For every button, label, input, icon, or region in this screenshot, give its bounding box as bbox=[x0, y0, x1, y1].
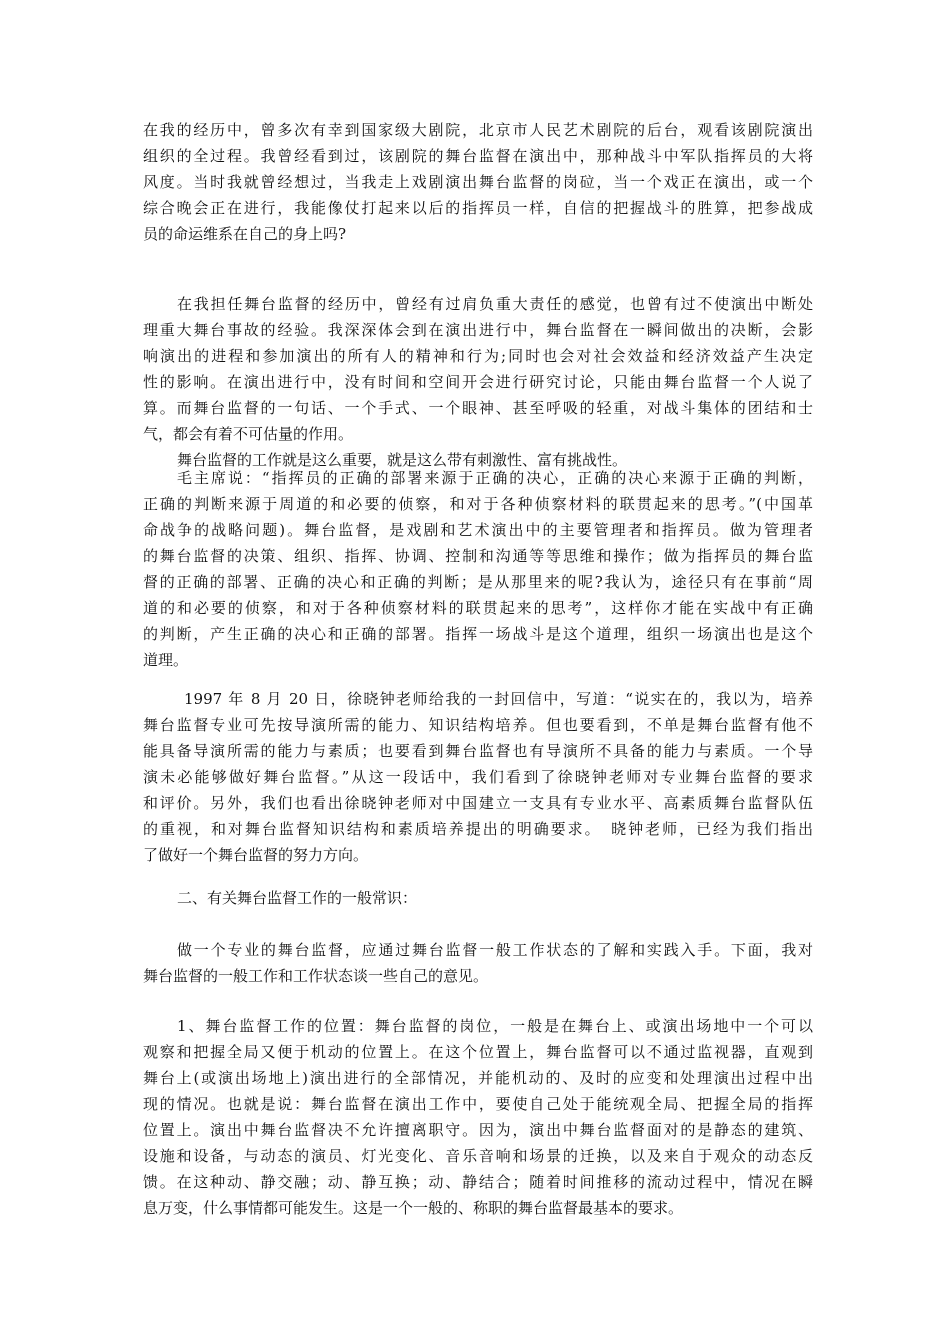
text-line: 的判断，产生正确的决心和正确的部署。指挥一场战斗是这个道理，组织一场演出也是这个 bbox=[143, 625, 813, 643]
text-line: 在我担任舞台监督的经历中，曾经有过肩负重大责任的感觉，也曾有过不使演出中断处 bbox=[177, 295, 813, 313]
text-line: 和评价。另外，我们也看出徐晓钟老师对中国建立一支具有专业水平、高素质舞台监督队伍 bbox=[143, 794, 813, 812]
text-line: 的重视，和对舞台监督知识结构和素质培养提出的明确要求。 晓钟老师，已经为我们指出 bbox=[143, 820, 813, 838]
text-line: 的舞台监督的决策、组织、指挥、协调、控制和沟通等等思维和操作；做为指挥员的舞台监 bbox=[143, 547, 813, 565]
text-line: 道的和必要的侦察，和对于各种侦察材料的联贯起来的思考”，这样你才能在实战中有正确 bbox=[143, 599, 813, 617]
paragraph-3 bbox=[143, 465, 813, 673]
text-line: 组织的全过程。我曾经看到过，该剧院的舞台监督在演出中，那种战斗中军队指挥员的大将 bbox=[143, 147, 813, 165]
paragraph-2 bbox=[143, 291, 813, 473]
text-line: 1997 年 8 月 20 日，徐晓钟老师给我的一封回信中，写道：“说实在的，我以为，培养 bbox=[184, 690, 813, 708]
text-line: 算。而舞台监督的一句话、一个手式、一个眼神、甚至呼吸的轻重，对战斗集体的团结和士 bbox=[143, 399, 813, 417]
text-line: 现的情况。也就是说：舞台监督在演出工作中，要使自己处于能统观全局、把握全局的指挥 bbox=[143, 1095, 813, 1113]
text-line: 员的命运维系在自己的身上吗? bbox=[143, 225, 347, 243]
paragraph-1 bbox=[143, 117, 813, 247]
text-line: 二、有关舞台监督工作的一般常识： bbox=[177, 889, 418, 907]
text-line: 督的正确的部署、正确的决心和正确的判断；是从那里来的呢?我认为，途径只有在事前“周 bbox=[143, 573, 813, 591]
text-line: 性的影响。在演出进行中，没有时间和空间开会进行研究讨论，只能由舞台监督一个人说了 bbox=[143, 373, 813, 391]
text-line: 响演出的进程和参加演出的所有人的精神和行为;同时也会对社会效益和经济效益产生决定 bbox=[143, 347, 813, 365]
text-line: 1、舞台监督工作的位置：舞台监督的岗位，一般是在舞台上、或演出场地中一个可以 bbox=[177, 1017, 813, 1035]
text-line: 气，都会有着不可估量的作用。 bbox=[143, 425, 354, 443]
text-line: 了做好一个舞台监督的努力方向。 bbox=[143, 846, 369, 864]
text-line: 舞台监督的工作就是这么重要，就是这么带有刺激性、富有挑战性。 bbox=[177, 451, 628, 469]
text-line: 观察和把握全局又便于机动的位置上。在这个位置上，舞台监督可以不通过监视器，直观到 bbox=[143, 1043, 813, 1061]
paragraph-4 bbox=[143, 686, 813, 868]
text-line: 在我的经历中，曾多次有幸到国家级大剧院，北京市人民艺术剧院的后台，观看该剧院演出 bbox=[143, 121, 813, 139]
text-line: 综合晚会正在进行，我能像仗打起来以后的指挥员一样，自信的把握战斗的胜算，把参战成 bbox=[143, 199, 813, 217]
paragraph-6 bbox=[143, 937, 813, 989]
text-line: 理重大舞台事故的经验。我深深体会到在演出进行中，舞台监督在一瞬间做出的决断，会影 bbox=[143, 321, 813, 339]
text-line: 设施和设备，与动态的演员、灯光变化、音乐音响和场景的迁换，以及来自于观众的动态反 bbox=[143, 1147, 813, 1165]
section-heading bbox=[143, 885, 813, 911]
text-line: 舞台监督专业可先按导演所需的能力、知识结构培养。但也要看到，不单是舞台监督有他不 bbox=[143, 716, 813, 734]
text-line: 毛主席说：“指挥员的正确的部署来源于正确的决心，正确的决心来源于正确的判断， bbox=[177, 469, 813, 487]
paragraph-7 bbox=[143, 1013, 813, 1221]
text-line: 息万变，什么事情都可能发生。这是一个一般的、称职的舞台监督最基本的要求。 bbox=[143, 1199, 684, 1217]
text-line: 馈。在这种动、静交融；动、静互换；动、静结合；随着时间推移的流动过程中，情况在瞬 bbox=[143, 1173, 813, 1191]
text-line: 做一个专业的舞台监督，应通过舞台监督一般工作状态的了解和实践入手。下面，我对 bbox=[177, 941, 813, 959]
text-line: 位置上。演出中舞台监督决不允许擅离职守。因为，演出中舞台监督面对的是静态的建筑、 bbox=[143, 1121, 813, 1139]
text-line: 正确的判断来源于周道的和必要的侦察，和对于各种侦察材料的联贯起来的思考。”(中国革 bbox=[143, 495, 813, 513]
text-line: 演未必能够做好舞台监督。”从这一段话中，我们看到了徐晓钟老师对专业舞台监督的要求 bbox=[143, 768, 813, 786]
text-line: 舞台上(或演出场地上)演出进行的全部情况，并能机动的、及时的应变和处理演出过程中出 bbox=[143, 1069, 813, 1087]
text-line: 命战争的战略问题)。舞台监督，是戏剧和艺术演出中的主要管理者和指挥员。做为管理者 bbox=[143, 521, 813, 539]
text-line: 风度。当时我就曾经想过，当我走上戏剧演出舞台监督的岗砬，当一个戏正在演出，或一个 bbox=[143, 173, 813, 191]
text-line: 道理。 bbox=[143, 651, 189, 669]
text-line: 能具备导演所需的能力与素质；也要看到舞台监督也有导演所不具备的能力与素质。一个导 bbox=[143, 742, 813, 760]
text-line: 舞台监督的一般工作和工作状态谈一些自己的意见。 bbox=[143, 967, 489, 985]
